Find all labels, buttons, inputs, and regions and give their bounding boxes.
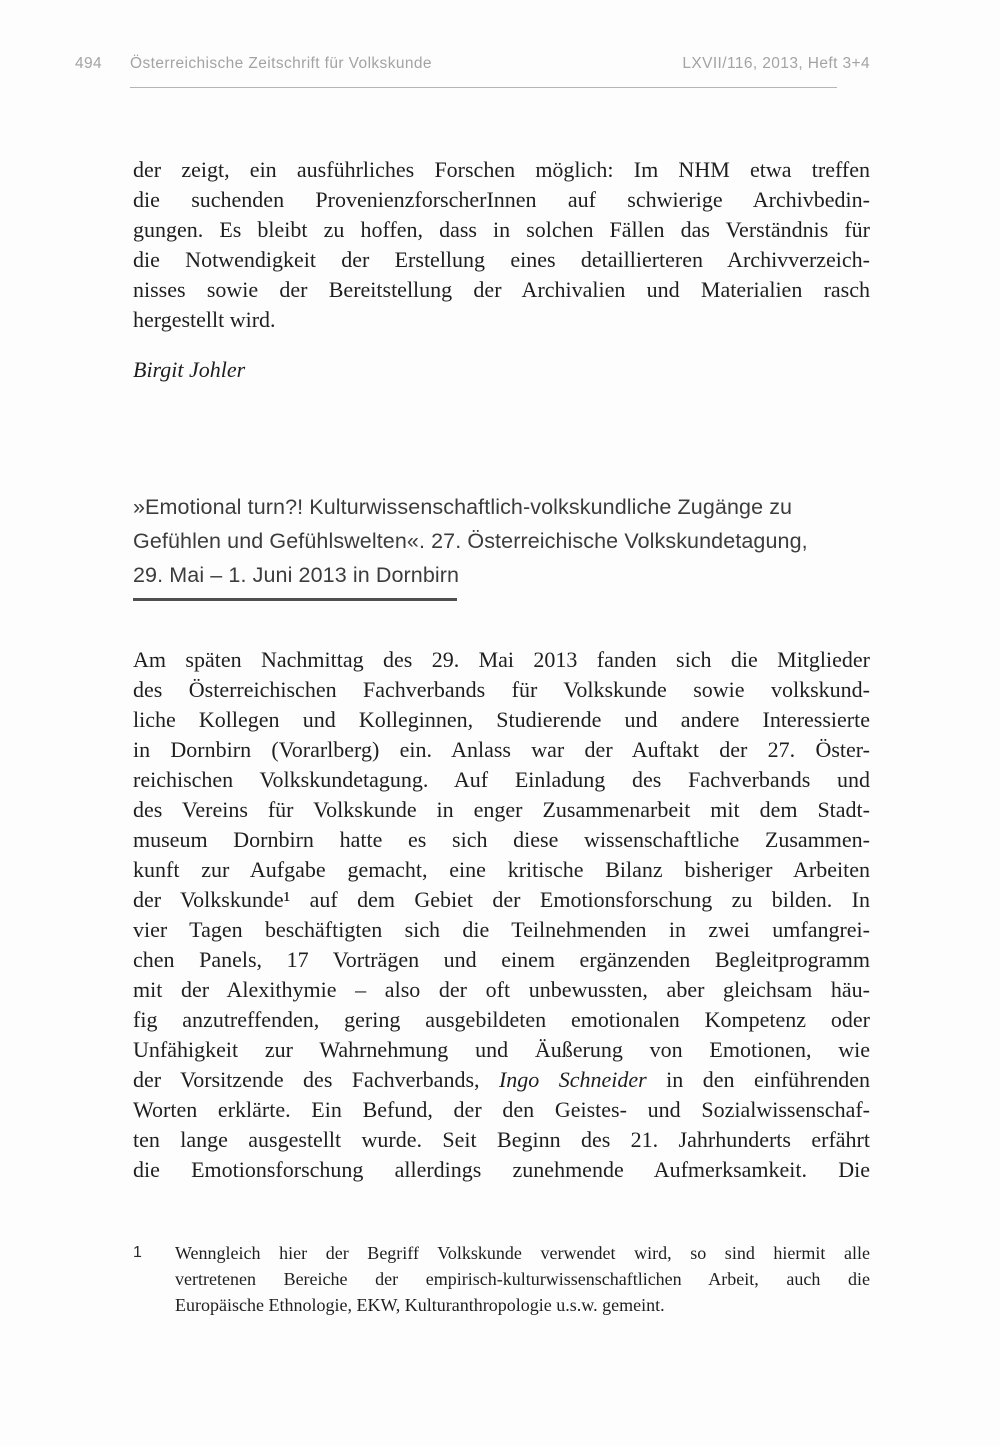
text-line: liche Kollegen und Kolleginnen, Studierende und andere Interessierte [133, 707, 870, 732]
text-line: hergestellt wird. [133, 307, 276, 332]
text-line: mit der Alexithymie – also der oft unbewussten, aber gleichsam häu- [133, 977, 870, 1002]
footnote-text [175, 1240, 870, 1318]
text-line: vertretenen Bereiche der empirisch-kulturwissenschaftlichen Arbeit, auch die [175, 1269, 870, 1289]
text-line: der zeigt, ein ausführliches Forschen möglich: Im NHM etwa treffen [133, 157, 870, 182]
issue-info: LXVII/116, 2013, Heft 3+4 [682, 55, 870, 72]
text-line: Unfähigkeit zur Wahrnehmung und Äußerung von Emotionen, wie [133, 1037, 870, 1062]
journal-title: Österreichische Zeitschrift für Volkskunde [130, 55, 432, 72]
text-line: vier Tagen beschäftigten sich die Teilnehmenden in zwei umfangrei- [133, 917, 870, 942]
text-line: museum Dornbirn hatte es sich diese wissenschaftliche Zusammen- [133, 827, 870, 852]
closing-paragraph [133, 155, 870, 335]
text-line [133, 1065, 870, 1095]
text-line: Worten erklärte. Ein Befund, der den Geistes- und Sozialwissenschaf- [133, 1097, 870, 1122]
text-line: ten lange ausgestellt wurde. Seit Beginn des 21. Jahrhunderts erfährt [133, 1127, 870, 1152]
text-line: Am späten Nachmittag des 29. Mai 2013 fanden sich die Mitglieder [133, 647, 870, 672]
text-line: die Emotionsforschung allerdings zunehmende Aufmerksamkeit. Die [133, 1157, 870, 1182]
report-body [133, 645, 870, 1185]
text-line: des Österreichischen Fachverbands für Volkskunde sowie volkskund- [133, 677, 870, 702]
text-line: die Notwendigkeit der Erstellung eines detaillierteren Archivverzeich- [133, 247, 870, 272]
text-line: fig anzutreffenden, gering ausgebildeten emotionalen Kompetenz oder [133, 1007, 870, 1032]
text-line: Gefühlen und Gefühlswelten«. 27. Österreichische Volkskundetagung, [133, 529, 808, 553]
page-number: 494 [75, 55, 103, 72]
text-segment: der Vorsitzende des Fachverbands, [133, 1067, 499, 1092]
text-line: Europäische Ethnologie, EKW, Kulturanthropologie u.s.w. gemeint. [175, 1295, 665, 1315]
text-line: nisses sowie der Bereitstellung der Archivalien und Materialien rasch [133, 277, 870, 302]
text-line: des Vereins für Volkskunde in enger Zusammenarbeit mit dem Stadt- [133, 797, 870, 822]
running-header [0, 54, 1000, 74]
text-line: der Volkskunde¹ auf dem Gebiet der Emotionsforschung zu bilden. In [133, 887, 870, 912]
text-line: kunft zur Aufgabe gemacht, eine kritische Bilanz bisheriger Arbeiten [133, 857, 870, 882]
text-line: »Emotional turn?! Kulturwissenschaftlich-volkskundliche Zugänge zu [133, 495, 793, 519]
author-name: Birgit Johler [133, 357, 246, 382]
text-line: chen Panels, 17 Vorträgen und einem ergänzenden Begleitprogramm [133, 947, 870, 972]
text-segment: in den einführenden [646, 1067, 871, 1092]
footnote [133, 1240, 870, 1318]
footnote-marker: 1 [133, 1244, 142, 1261]
text-line: in Dornbirn (Vorarlberg) ein. Anlass war der Auftakt der 27. Öster- [133, 737, 870, 762]
italic-text: Ingo Schneider [498, 1067, 647, 1092]
heading-rule [133, 598, 457, 601]
header-rule [130, 87, 837, 88]
text-line: gungen. Es bleibt zu hoffen, dass in solchen Fällen das Verständnis für [133, 217, 870, 242]
text-line: Wenngleich hier der Begriff Volkskunde verwendet wird, so sind hiermit alle [175, 1243, 870, 1263]
report-heading [133, 490, 870, 592]
text-line: reichischen Volkskundetagung. Auf Einladung des Fachverbands und [133, 767, 870, 792]
text-line: 29. Mai – 1. Juni 2013 in Dornbirn [133, 563, 460, 587]
text-line: die suchenden ProvenienzforscherInnen auf schwierige Archivbedin- [133, 187, 870, 212]
